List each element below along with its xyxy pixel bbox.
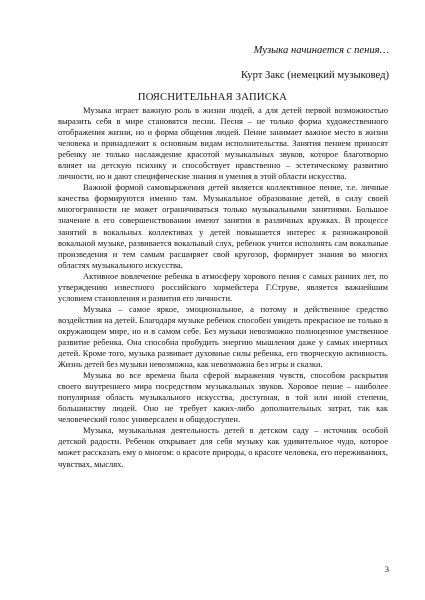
epigraph-quote: Музыка начинается с пения…: [253, 45, 389, 56]
paragraph: Музыка, музыкальная деятельность детей в детском саду – источник особой детской радости. Ребенок открывает для себя музыку как удивительное чудо, которое может рассказать ему о многом: о красоте природы, о красоте человека, его переживаниях, чувствах, мыслях.: [58, 425, 388, 469]
paragraph: Музыка во все времена была сферой выражения чувств, способом раскрытия своего внутреннего мира посредством музыкальных звуков. Хоровое пение – наиболее популярная область музыкального искусства, доступная, в той или иной степени, большинству людей. Оно не требует каких-либо дополнительных затрат, так как человеческий голос универсален и общедоступен.: [58, 370, 388, 425]
document-title: ПОЯСНИТЕЛЬНАЯ ЗАПИСКА: [137, 92, 288, 103]
page-number: 3: [384, 564, 389, 574]
epigraph-author: Курт Закс (немецкий музыковед): [241, 70, 389, 81]
paragraph: Музыка – самое яркое, эмоциональное, а потому и действенное средство воздействия на детей. Благодаря музыке ребенок способен увидеть прекрасное не только в окружающем мире, но и в самом себе. Без музыки невозможно полноценное умственное развитие ребенка. Она способна пробудить энергию мышления даже у самых инертных детей. Кроме того, музыка развивает духовные силы ребенка, его творческую активность. Жизнь детей без музыки невозможна, как невозможна без игры и сказки.: [58, 303, 388, 370]
paragraph: Музыка играет важную роль в жизни людей, а для детей первой возможностью выразить себя в мире становятся песни. Песня – не только форма художественного отображения жизни, но и форма общения людей. Пение занимает важное место в жизни человека и принадлежит к основным видам исполнительства. Занятия пением приносят ребенку не только наслаждение красотой музыкальных звуков, которое благотворно влияет на детскую психику и способствует нравственно – эстетическому развитию личности, но и дают специфические знания и умения в этой области искусства.: [58, 105, 388, 182]
paragraph: Активное вовлечение ребенка в атмосферу хорового пения с самых ранних лет, по утверждению известного российского хормейстера Г.Струве, является важнейшим условием становления и развития его личности.: [58, 270, 388, 303]
paragraph: Важной формой самовыражения детей является коллективное пение, т.е. личные качества формируются именно там. Музыкальное образование детей, в силу своей многогранности не может ограничиваться только музыкальными занятиями. Большое значение в его совершенствовании имеют занятия в различных кружках. В процессе занятий в вокальных коллективах у детей повышается интерес к разножанровой вокальной музыке, развивается вокальный слух, ребенок учится исполнять сам вокальные произведения и тем самым расширяет свой кругозор, формирует знания во многих областях музыкального искусства.: [58, 182, 388, 270]
body-text: [58, 105, 388, 470]
